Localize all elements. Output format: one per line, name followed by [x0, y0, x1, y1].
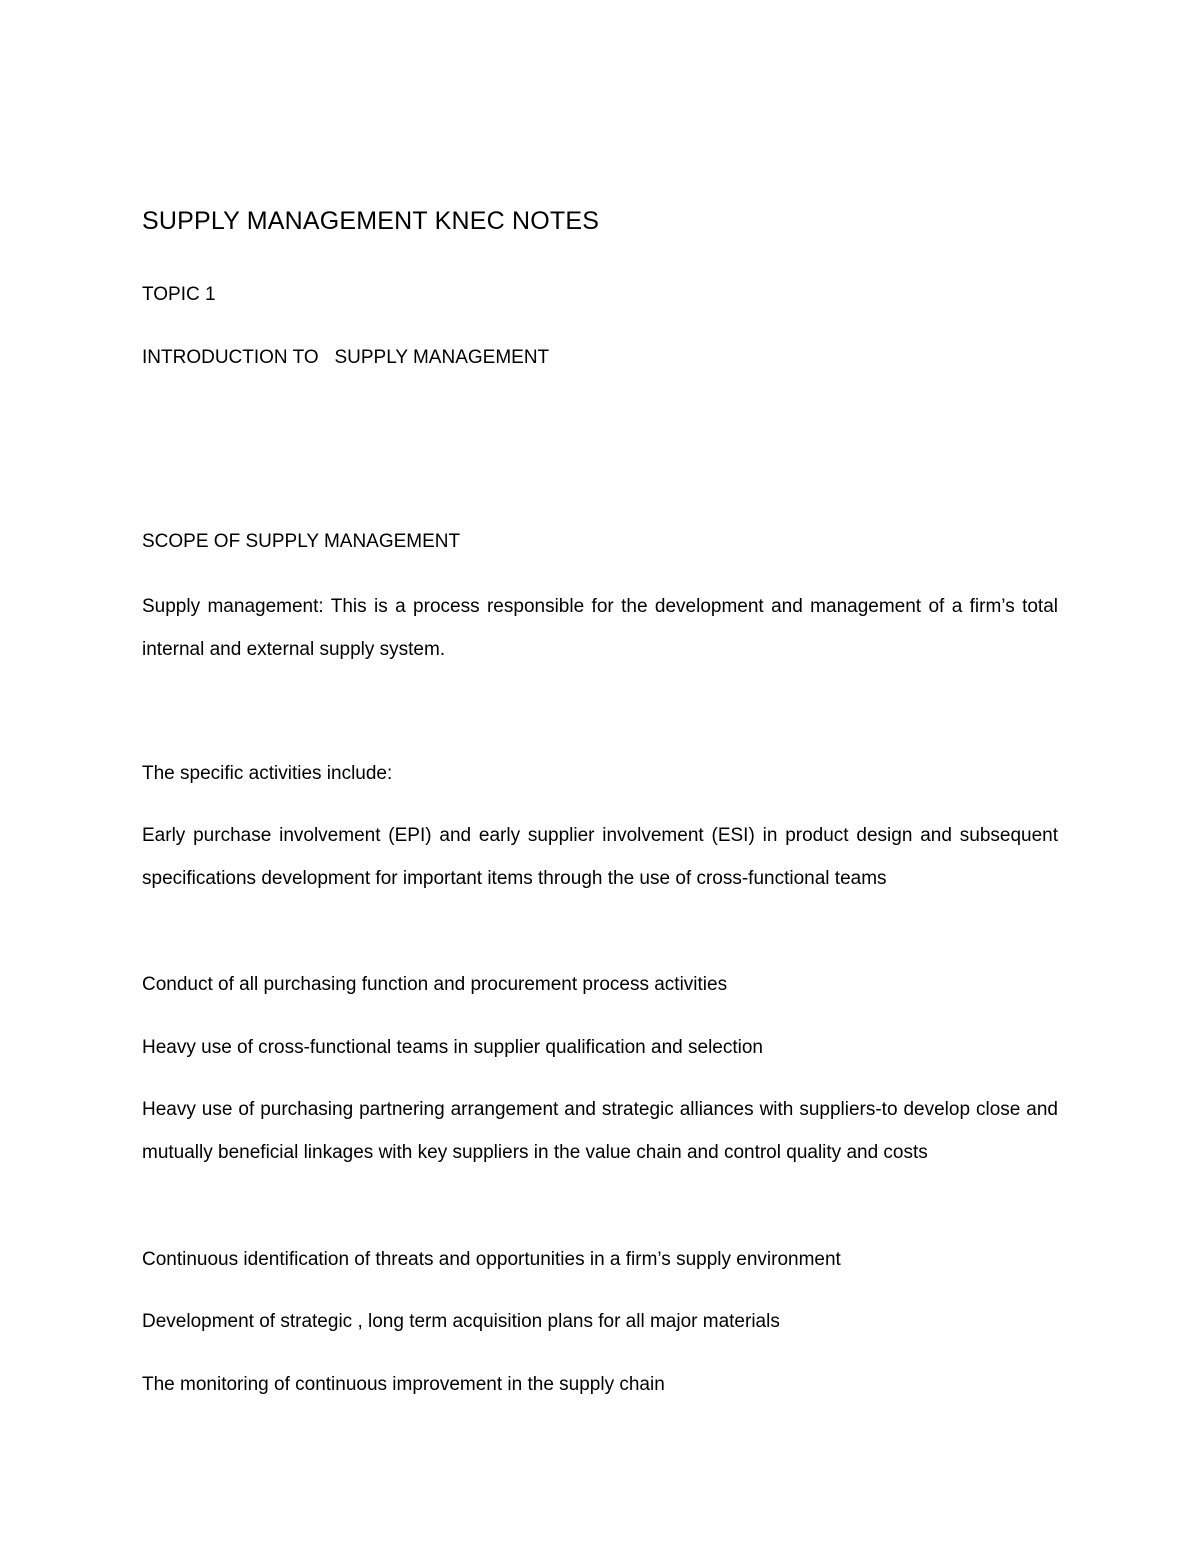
activity-item: Heavy use of cross-functional teams in supplier qualification and selection — [142, 1037, 763, 1058]
activity-item: The monitoring of continuous improvement in the supply chain — [142, 1374, 665, 1395]
activity-item: Heavy use of purchasing partnering arrangement and strategic alliances with suppliers-to develop close and mutually beneficial linkages with key suppliers in the value chain and control quality and costs — [142, 1099, 1058, 1163]
activity-item: Continuous identification of threats and opportunities in a firm’s supply environment — [142, 1249, 841, 1270]
activities-intro: The specific activities include: — [142, 763, 393, 784]
activity-item: Development of strategic , long term acquisition plans for all major materials — [142, 1311, 780, 1332]
activity-item: Early purchase involvement (EPI) and early supplier involvement (ESI) in product design and subsequent specifications development for important items through the use of cross-functional teams — [142, 825, 1058, 889]
topic-title: INTRODUCTION TO SUPPLY MANAGEMENT — [142, 347, 550, 368]
definition-paragraph: Supply management: This is a process responsible for the development and management of a firm’s total internal and external supply system. — [142, 596, 1058, 660]
document-title: SUPPLY MANAGEMENT KNEC NOTES — [142, 207, 600, 235]
topic-label: TOPIC 1 — [142, 284, 216, 305]
section-heading: SCOPE OF SUPPLY MANAGEMENT — [142, 531, 461, 552]
activity-item: Conduct of all purchasing function and procurement process activities — [142, 974, 728, 995]
